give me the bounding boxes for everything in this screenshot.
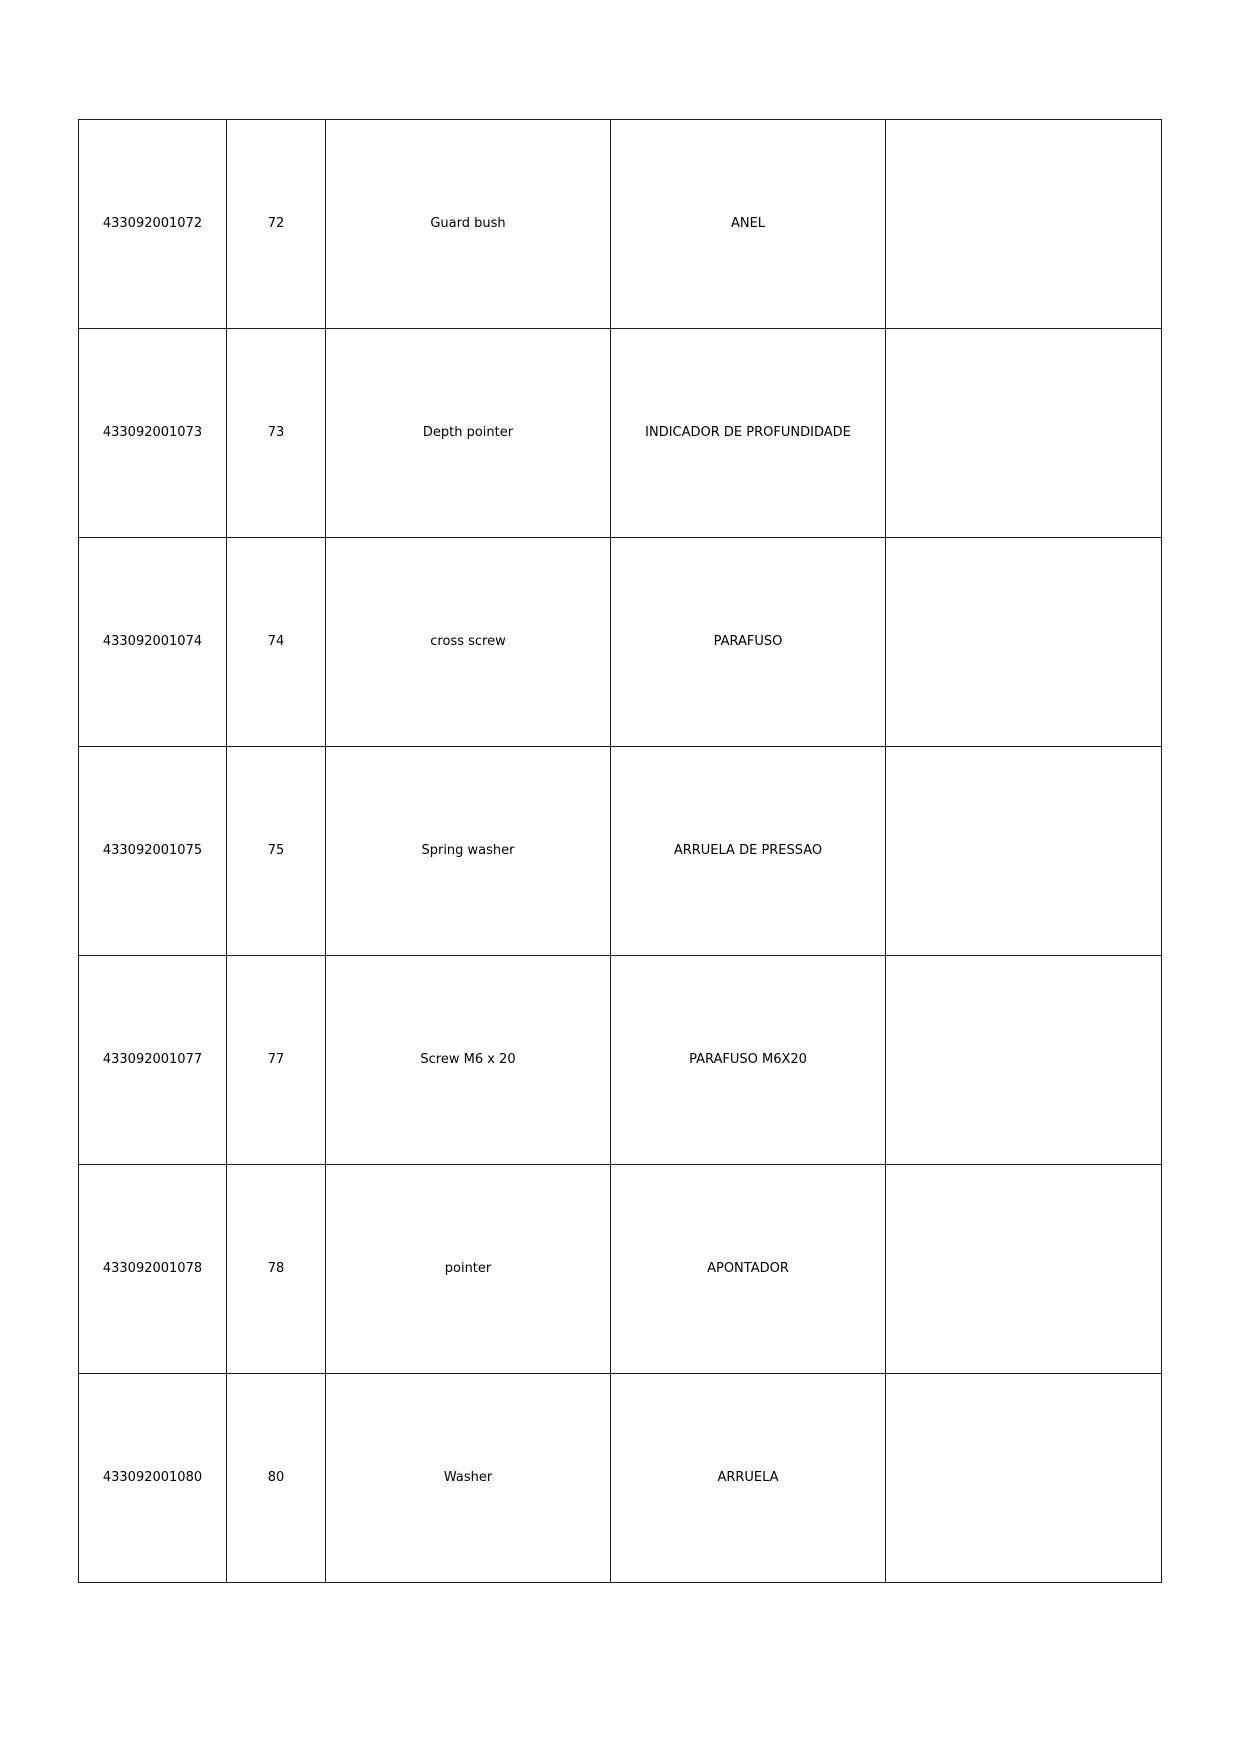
description-pt-cell: INDICADOR DE PROFUNDIDADE <box>611 329 886 538</box>
table-row <box>79 747 1162 956</box>
description-pt-cell: ARRUELA <box>611 1374 886 1583</box>
position-cell: 80 <box>227 1374 326 1583</box>
description-pt-cell: PARAFUSO M6X20 <box>611 956 886 1165</box>
position-cell: 78 <box>227 1165 326 1374</box>
description-pt-cell: PARAFUSO <box>611 538 886 747</box>
part-code-cell: 433092001080 <box>79 1374 227 1583</box>
table-row <box>79 956 1162 1165</box>
position-cell: 77 <box>227 956 326 1165</box>
description-pt-cell: APONTADOR <box>611 1165 886 1374</box>
description-en-cell: Guard bush <box>326 120 611 329</box>
notes-cell <box>886 956 1162 1165</box>
part-code-cell: 433092001072 <box>79 120 227 329</box>
description-en-cell: pointer <box>326 1165 611 1374</box>
parts-table-body <box>79 120 1162 1583</box>
table-row <box>79 1165 1162 1374</box>
description-en-cell: Spring washer <box>326 747 611 956</box>
table-row <box>79 538 1162 747</box>
notes-cell <box>886 1374 1162 1583</box>
part-code-cell: 433092001074 <box>79 538 227 747</box>
description-en-cell: cross screw <box>326 538 611 747</box>
description-pt-cell: ANEL <box>611 120 886 329</box>
position-cell: 74 <box>227 538 326 747</box>
parts-table <box>78 119 1162 1583</box>
position-cell: 75 <box>227 747 326 956</box>
notes-cell <box>886 329 1162 538</box>
notes-cell <box>886 538 1162 747</box>
table-row <box>79 1374 1162 1583</box>
part-code-cell: 433092001078 <box>79 1165 227 1374</box>
description-en-cell: Washer <box>326 1374 611 1583</box>
notes-cell <box>886 1165 1162 1374</box>
part-code-cell: 433092001073 <box>79 329 227 538</box>
table-row <box>79 120 1162 329</box>
position-cell: 72 <box>227 120 326 329</box>
part-code-cell: 433092001075 <box>79 747 227 956</box>
description-en-cell: Depth pointer <box>326 329 611 538</box>
description-pt-cell: ARRUELA DE PRESSAO <box>611 747 886 956</box>
table-row <box>79 329 1162 538</box>
description-en-cell: Screw M6 x 20 <box>326 956 611 1165</box>
notes-cell <box>886 747 1162 956</box>
notes-cell <box>886 120 1162 329</box>
position-cell: 73 <box>227 329 326 538</box>
part-code-cell: 433092001077 <box>79 956 227 1165</box>
